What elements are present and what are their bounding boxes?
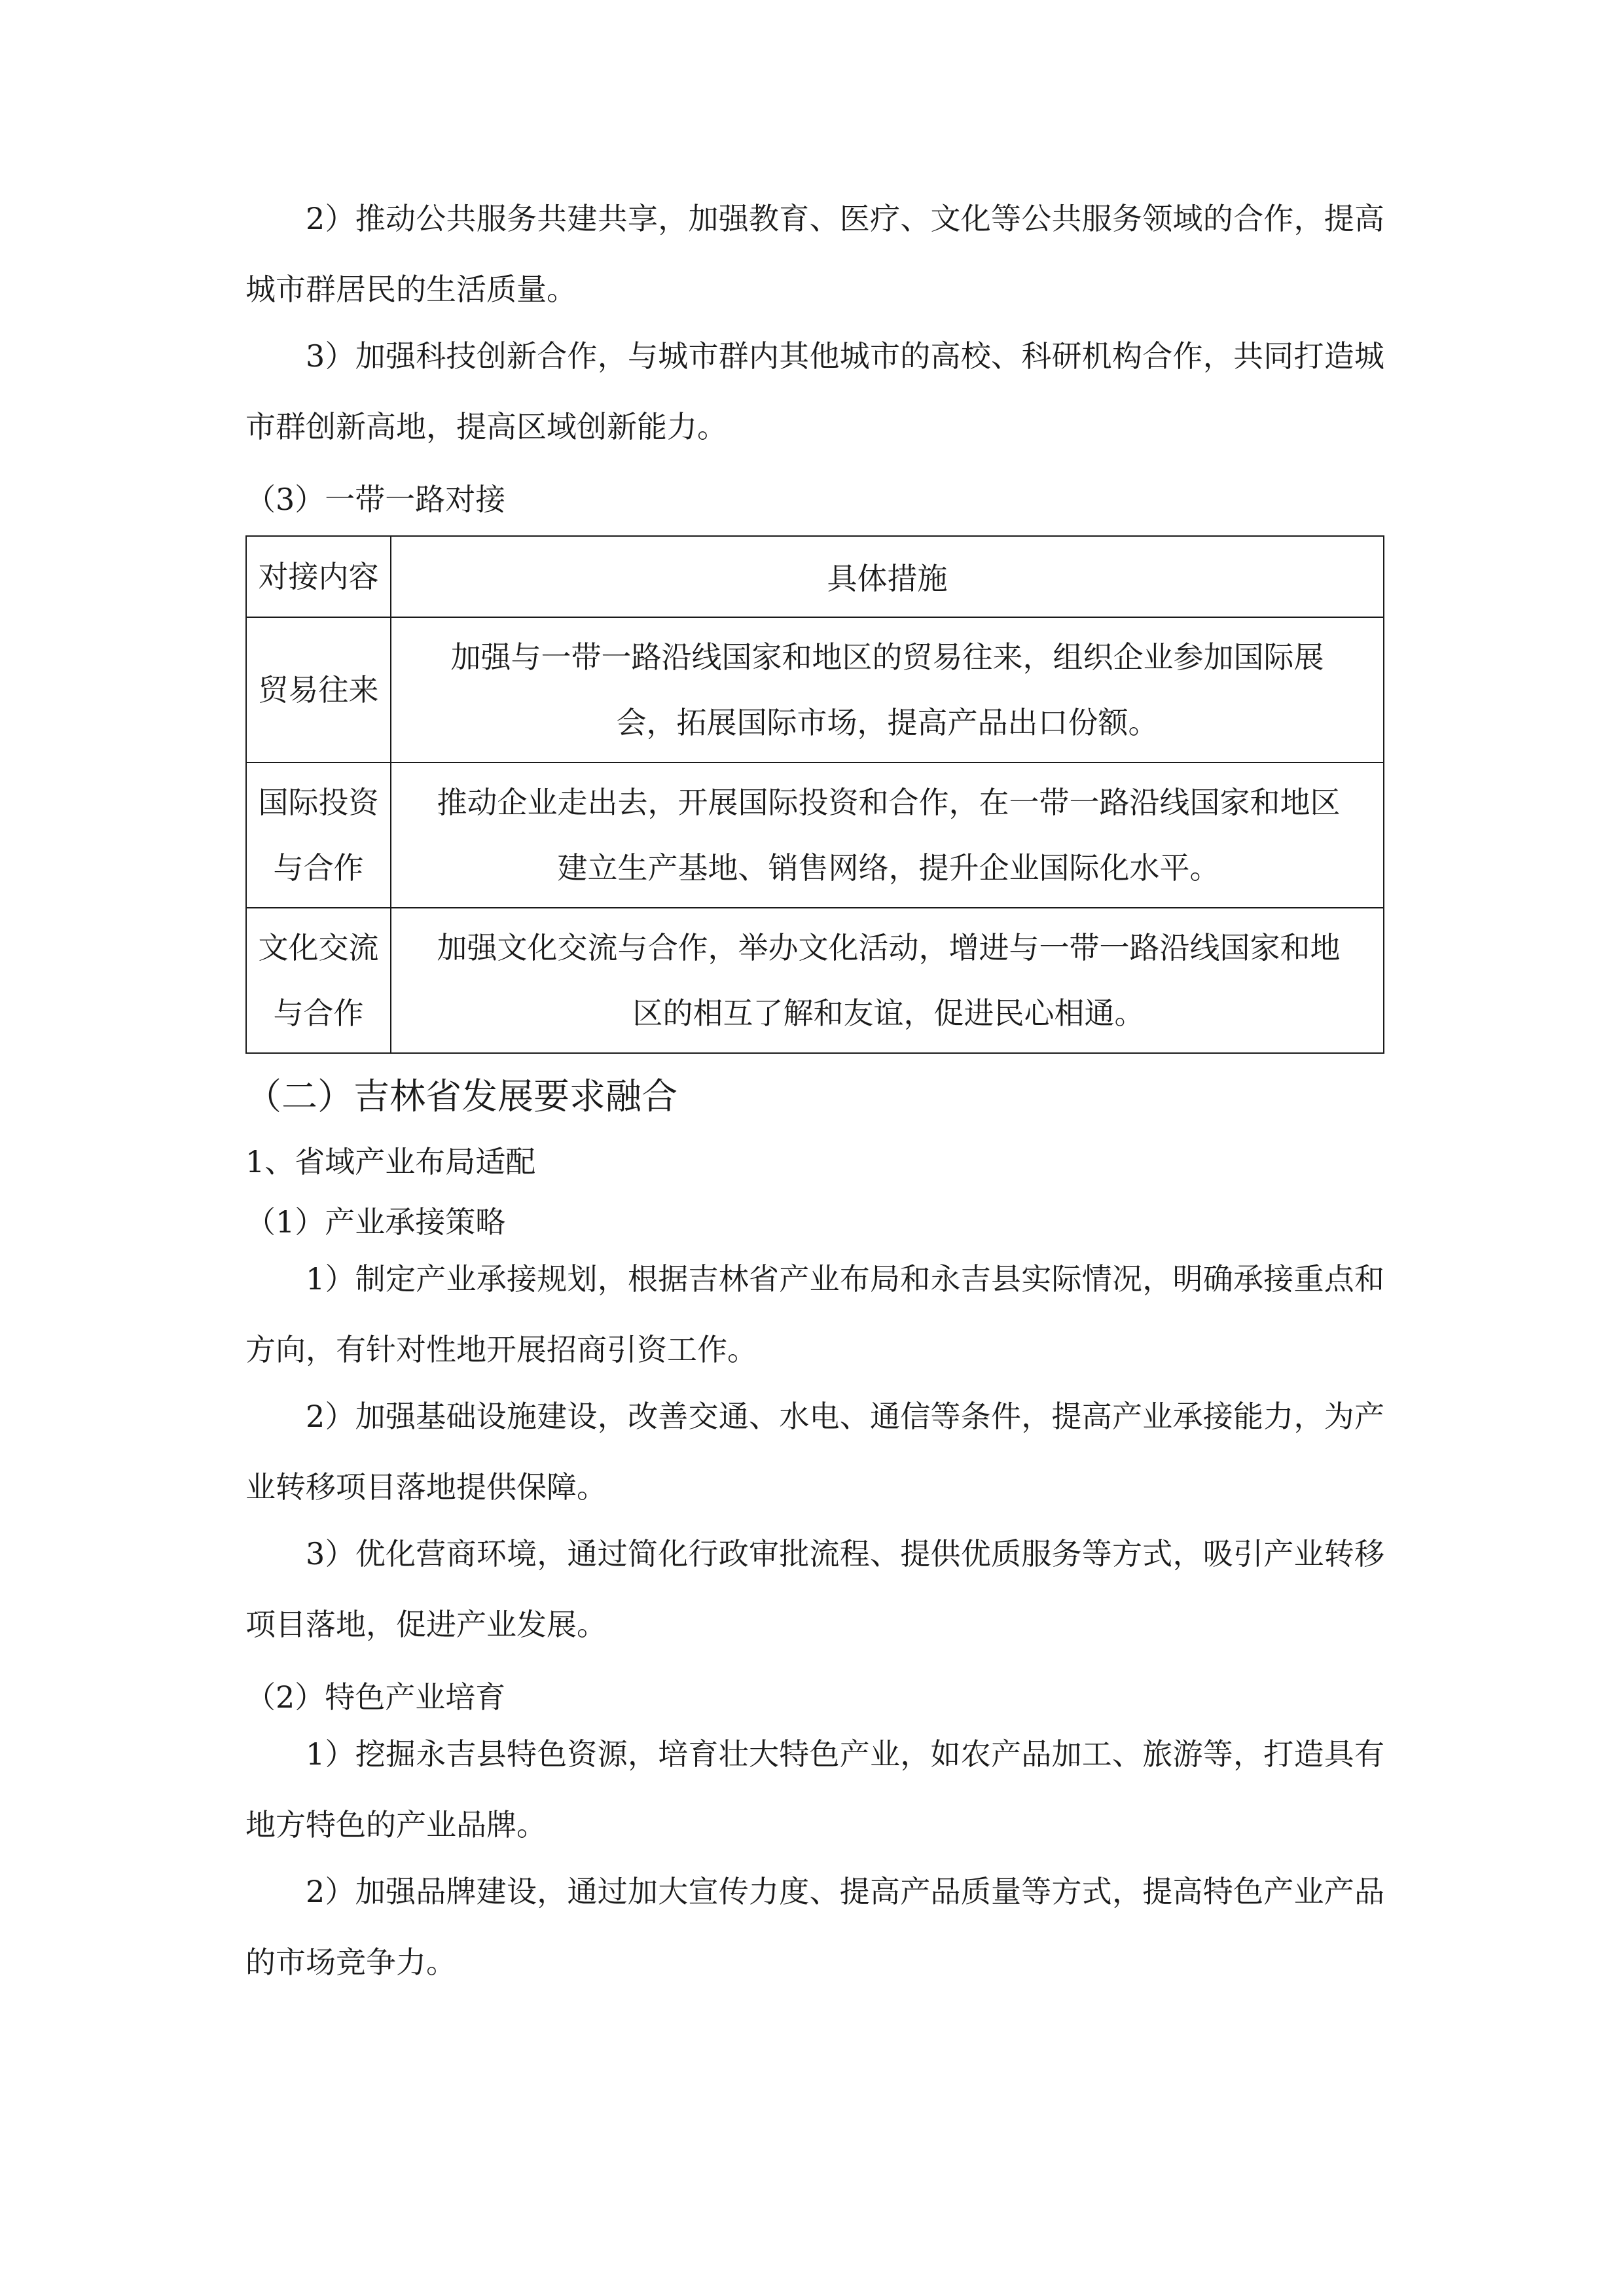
table-cell-measure	[391, 617, 1384, 762]
cell-text: 贸易往来	[258, 672, 379, 708]
subsection-title: （2）特色产业培育	[245, 1679, 506, 1715]
paragraph: 3）优化营商环境，通过简化行政审批流程、提供优质服务等方式，吸引产业转移项目落地，促进产业发展。	[245, 1536, 1384, 1642]
cell-text: 区的相互了解和友谊，促进民心相通。	[632, 996, 1145, 1031]
paragraph: 2）加强品牌建设，通过加大宣传力度、提高产品质量等方式，提高特色产业产品的市场竞争力。	[245, 1874, 1384, 1980]
subsection-title: （1）产业承接策略	[245, 1204, 506, 1240]
table-cell-item	[246, 908, 391, 1053]
table-row	[246, 617, 1384, 762]
cell-text: 加强与一带一路沿线国家和地区的贸易往来，组织企业参加国际展	[450, 639, 1324, 675]
table-cell-item	[246, 617, 391, 762]
paragraph: 2）加强基础设施建设，改善交通、水电、通信等条件，提高产业承接能力，为产业转移项目落地提供保障。	[245, 1399, 1384, 1505]
measures-table	[245, 535, 1384, 1054]
table-header-row	[246, 536, 1384, 617]
table-row	[246, 908, 1384, 1053]
table-header-cell: 具体措施	[391, 536, 1384, 617]
section-heading: （二）吉林省发展要求融合	[245, 1075, 678, 1117]
table-cell-measure	[391, 908, 1384, 1053]
cell-text: 会，拓展国际市场，提高产品出口份额。	[616, 705, 1159, 740]
table-header-cell: 对接内容	[246, 536, 391, 617]
paragraph: 1）制定产业承接规划，根据吉林省产业布局和永吉县实际情况，明确承接重点和方向，有针对性地开展招商引资工作。	[245, 1261, 1384, 1367]
cell-text: 推动企业走出去，开展国际投资和合作，在一带一路沿线国家和地区	[437, 785, 1341, 820]
item-heading: 1、省域产业布局适配	[245, 1144, 536, 1179]
cell-text: 建立生产基地、销售网络，提升企业国际化水平。	[557, 850, 1220, 886]
paragraph: 1）挖掘永吉县特色资源，培育壮大特色产业，如农产品加工、旅游等，打造具有地方特色的产业品牌。	[245, 1736, 1384, 1842]
cell-text: 与合作	[273, 996, 364, 1031]
cell-text: 文化交流	[258, 930, 379, 965]
subsection-title: （3）一带一路对接	[245, 482, 506, 517]
cell-text: 国际投资	[258, 785, 379, 820]
table-cell-measure	[391, 762, 1384, 908]
cell-text: 与合作	[273, 850, 364, 886]
table-cell-item	[246, 762, 391, 908]
paragraph: 2）推动公共服务共建共享，加强教育、医疗、文化等公共服务领域的合作，提高城市群居民的生活质量。	[245, 201, 1384, 307]
paragraph: 3）加强科技创新合作，与城市群内其他城市的高校、科研机构合作，共同打造城市群创新高地，提高区域创新能力。	[245, 338, 1384, 444]
cell-text: 加强文化交流与合作，举办文化活动，增进与一带一路沿线国家和地	[437, 930, 1341, 965]
table-row	[246, 762, 1384, 908]
